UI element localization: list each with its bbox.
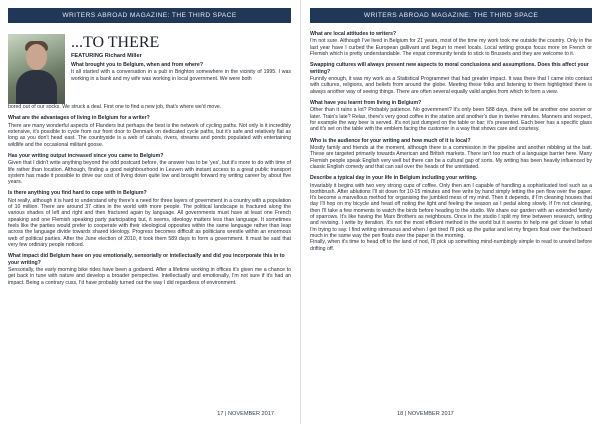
question: Who is the audience for your writing and how much of it is local? bbox=[310, 137, 471, 144]
answer: There are many wonderful aspects of Flanders but perhaps the best is the network of cycling paths. Not only is it incredibly extensive, it's possible to cycle from our front door to Denmark on dedicated cycle paths, but it's safe and relatively flat as long as you don't head east. The countryside is a web of canals, rivers, streams and ponds populated with entertaining wildlife and the occasional militant goose. bbox=[8, 122, 291, 148]
page-header: WRITERS ABROAD MAGAZINE: THE THIRD SPACE bbox=[310, 8, 592, 23]
page-header: WRITERS ABROAD MAGAZINE: THE THIRD SPACE bbox=[8, 8, 291, 23]
author-block bbox=[8, 34, 291, 104]
answer: Invariably it begins with two very strong cups of coffee. Only then am I capable of handling a sophisticated tool such as a toothbrush. After ablutions I'll sit down for 10-15 minutes and free write by hand simply letting the pen flow over the paper. It's become a marvellous method for organising the jumbled mess of my mind. Then it depends, if I'm cleaning houses that day I'll hop on my bicycle and head off noting the light and feeling the season as I pedal along slowly. If I'm not cleaning, then I'll take a few moments to watch the birds before heading to the studio. We share our garden with an extended family of sparrows. It's like having the Marx Brothers as neighbours. Once in the studio I split my time between research, writing and revising. I write by iteration. It's not the most efficient method in the world but it seems to help me get closer to what I'm trying to say. I find writing strenuous and when I get tired I'll pick up the guitar and let my fingers float over the fretboard much in the same way the pen floats over the paper in the morning. bbox=[310, 182, 592, 239]
question: Describe a typical day in your life in Belgium including your writing. bbox=[310, 175, 478, 182]
question: Is there anything you find hard to cope with in Belgium? bbox=[8, 190, 147, 197]
right-page bbox=[300, 0, 600, 424]
article-featuring: FEATURING Richard Miller bbox=[71, 53, 142, 59]
answer: I'm not sure. Although I've lived in Belgium for 21 years, most of the time my work took me outside the country. Only in the last year have I curbed the European gallivant and begun to meet locals. Local writing groups focus more on French or Flemish which is pretty understandable. The expat community tends to stick to Brussels and they are welcome to it. bbox=[310, 38, 592, 57]
page-footer: 17 | NOVEMBER 2017 bbox=[217, 411, 274, 417]
question: Has your writing output increased since you came to Belgium? bbox=[8, 152, 164, 159]
answer: bored out of our socks. We struck a deal. First one to find a new job, that's where we'd move. bbox=[8, 104, 222, 110]
question: What impact did Belgium have on you emotionally, sensorially or intellectually and did you incorporate this in to your writing? bbox=[8, 253, 285, 266]
page-footer: 18 | NOVEMBER 2017 bbox=[397, 411, 454, 417]
article-title: ...TO THERE bbox=[71, 34, 160, 51]
right-content bbox=[310, 31, 592, 252]
question: What brought you to Belgium, when and from where? bbox=[71, 62, 203, 68]
question: What are local attitudes to writers? bbox=[310, 31, 397, 37]
answer: Finally, when it's time to head off to the land of nod, I'll pick up something mind-numbingly simple to read to unwind before drifting off. bbox=[310, 239, 592, 252]
question: What have you learnt from living in Belgium? bbox=[310, 100, 422, 106]
answer: Mostly family and friends at the moment, although there is a commission in the pipeline and another nibbling at the bait. These are targeted primarily towards American and British markets. There isn't too much of a language barrier here. Many Flemish people speak English very well but there can be a cultural gap of sorts. My writing has been heavily influenced by classic English comedy and that can sail over the heads of the uninitiated. bbox=[310, 145, 592, 170]
intro-column bbox=[71, 34, 291, 104]
answer: Given that I didn't write anything beyond the odd postcard before, the answer has to be 'yes', but it's more to do with time of life rather than location. Although, finding a good neighbourhood in Leuven with instant access to a great public transport system has made it possible to drive our cost of living down quite low and brought forward my writing career by about five years. bbox=[8, 160, 291, 186]
question: What are the advantages of living in Belgium for a writer? bbox=[8, 115, 150, 122]
answer: It all started with a conversation in a pub in Brighton somewhere in the vicinity of 1995. I was working in a bank and my wife was working in local government. We were both bbox=[71, 69, 291, 82]
question: Swapping cultures will always present new aspects to moral conclusions and assumptions. Does this affect your writing? bbox=[310, 62, 589, 75]
answer: Not really, although it is hard to understand why there's a need for three layers of government in a country with a population of 10 million. There are around 37 cities in the world with more people. The political landscape is fractured along the various shades of left and right and then fractured again by language. All governments must have at least one French speaking and one Flemish speaking party participating but, it seems, ideology matters less than language. It sometimes feels like the parties would prefer to cooperate with their ideological opposites within the same language rather than leap across the language divide towards shared ideology. Progress becomes difficult as politicians wrestle within an enormous web of political parties. After the June election of 2010, it took them 589 days to form a government. It must be said that very few ordinary people noticed. bbox=[8, 197, 291, 248]
answer: Funnily enough, it was my work as a Statistical Programmer that had greater impact. It was there that I came into contact with cultures, religions, and beliefs from around the globe. Meeting these folks and listening to them highlighted there is always another way of seeing things. There are often several equally valid angles from which to form a view. bbox=[310, 76, 592, 95]
answer: Other than it rains a lot? Probably patience. No government? It's only been 588 days, there will be another one sooner or later. Train's late? Relax, there's very good coffee in the station and another's due in twelve minutes. Manners and respect, for example the way beer is served. It's not just dumped on the table or bar; it's presented. Each beer has a specific glass and it's set on the table with the emblem facing the customer in a way that shows care and courtesy. bbox=[310, 107, 592, 133]
answer: Sensorially, the early morning bike rides have been a godsend. After a lifetime working in offices it's given me a chance to get back in tune with nature and develop a broader perspective. Intellectually and emotionally, I'm not sure if it's had an impact. Being a contrary cuss, I'd have probably turned out the way I did regardless of environment. bbox=[8, 267, 291, 286]
author-photo bbox=[8, 34, 65, 104]
